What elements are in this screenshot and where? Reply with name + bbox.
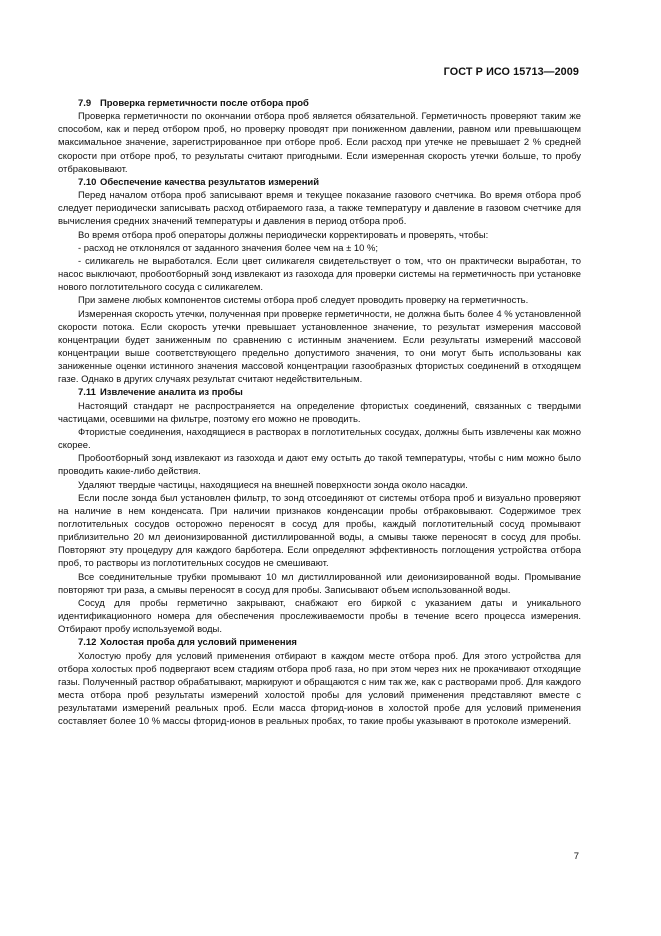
section-heading — [58, 636, 581, 649]
section-number: 7.9 — [78, 98, 92, 109]
paragraph: Если после зонда был установлен фильтр, то зонд отсоединяют от системы отбора проб и визуально проверяют на наличие в нем конденсата. При наличии признаков конденсации пробы отбраковывают. Содержимое трех поглотительных сосудов осторожно переносят в сосуд для пробы, каждый поглотительный сосуд промывают приблизительно 20 мл деионизированной дистиллированной воды, а смывы также переносят в сосуд для пробы. Повторяют эту процедуру для каждого барботера. Если определяют эффективность поглощения устройства отбора проб, то растворы из поглотительных сосудов не смешивают. — [58, 492, 581, 570]
paragraph: Пробоотборный зонд извлекают из газохода и дают ему остыть до такой температуры, чтобы с ним можно было проводить какие-либо действия. — [58, 453, 581, 478]
section-number: 7.11 — [78, 387, 96, 399]
section-number: 7.10 — [78, 176, 97, 188]
section-heading — [58, 386, 581, 399]
paragraph: Сосуд для пробы герметично закрывают, снабжают его биркой с указанием даты и уникального идентификационного номера для обеспечения прослеживаемости пробы в течение всего процесса измерения. Отбирают пробу используемой воды. — [58, 597, 581, 636]
document-body — [58, 97, 581, 729]
paragraph: Перед началом отбора проб записывают время и текущее показание газового счетчика. Во время отбора проб следует периодически записывать расход отбираемого газа, а также температуру и давление в газовом счетчике для вычисления средних значений температуры и давления в период отбора проб. — [58, 190, 581, 228]
section-number: 7.12 — [78, 637, 97, 649]
paragraph: Холостую пробу для условий применения отбирают в каждом месте отбора проб. Для этого устройства для отбора холостых проб подвергают всем стадиям отбора проб газа, но при этом через них не прокачивают отходящие газы. Полученный раствор обрабатывают, маркируют и обращаются с ним так же, как с растворами проб. Для каждого места отбора проб результаты измерений холостой пробы для условий применения представляют вместе с результатами измерений реальных проб. Если масса фторид-ионов в холостой пробе для условий применения составляет более 10 % массы фторид-ионов в реальных пробах, то такие пробы указывают в протоколе измерений. — [58, 650, 581, 728]
paragraph: Настоящий стандарт не распространяется на определение фтористых соединений, связанных с твердыми частицами, осевшими на фильтре, поэтому его можно не проводить. — [58, 400, 581, 425]
paragraph: Все соединительные трубки промывают 10 мл дистиллированной или деионизированной воды. Промывание повторяют три раза, а смывы переносят в сосуд для пробы. Записывают объем использованной воды. — [58, 571, 581, 596]
paragraph: Фтористые соединения, находящиеся в растворах в поглотительных сосудах, должны быть извлечены как можно скорее. — [58, 426, 581, 452]
paragraph: Измеренная скорость утечки, полученная при проверке герметичности, не должна быть более 4 % установленной скорости потока. Если скорость утечки превышает установленное значение, то результат измерения массовой концентрации будет заниженным по сравнению с истинным значением. Если результаты измерений массовой концентрации выше соответствующего предельно допустимого значения, то они могут быть использованы как заниженные оценки истинного значения массовой концентрации газообразных фтористых соединений в отходящем газе. Однако в других случаях результат считают недействительным. — [58, 308, 581, 386]
section-heading — [58, 176, 581, 189]
section-heading — [58, 97, 581, 110]
list-item: - силикагель не выработался. Если цвет силикагеля свидетельствует о том, что он практически выработан, то насос выключают, пробоотборный зонд извлекают из газохода для проверки системы на герметичность при установке нового поглотительного сосуда с силикагелем. — [58, 255, 581, 294]
section-title: Проверка герметичности после отбора проб — [100, 98, 309, 109]
paragraph: Во время отбора проб операторы должны периодически корректировать и проверять, чтобы: — [78, 229, 489, 241]
section-title: Холостая проба для условий применения — [100, 637, 297, 649]
page-number: 7 — [573, 851, 579, 862]
paragraph: При замене любых компонентов системы отбора проб следует проводить проверку на герметичность. — [78, 295, 529, 307]
paragraph: Проверка герметичности по окончании отбора проб является обязательной. Герметичность проверяют таким же способом, как и перед отбором проб, но проверку проводят при пониженном давлении, равном или превышающем максимальное значение, зарегистрированное при отборе проб. Если расход при утечке не превышает 2 % средней скорости при отборе проб, то результаты считают пригодными. Если измеренная скорость утечки больше, то пробу отбраковывают. — [58, 111, 581, 175]
section-title: Обеспечение качества результатов измерений — [100, 176, 320, 188]
document-header: ГОСТ Р ИСО 15713—2009 — [443, 66, 579, 78]
paragraph: Удаляют твердые частицы, находящиеся на внешней поверхности зонда около насадки. — [78, 479, 468, 491]
list-item: - расход не отклонялся от заданного значения более чем на ± 10 %; — [78, 242, 379, 254]
section-title: Извлечение аналита из пробы — [100, 387, 243, 399]
